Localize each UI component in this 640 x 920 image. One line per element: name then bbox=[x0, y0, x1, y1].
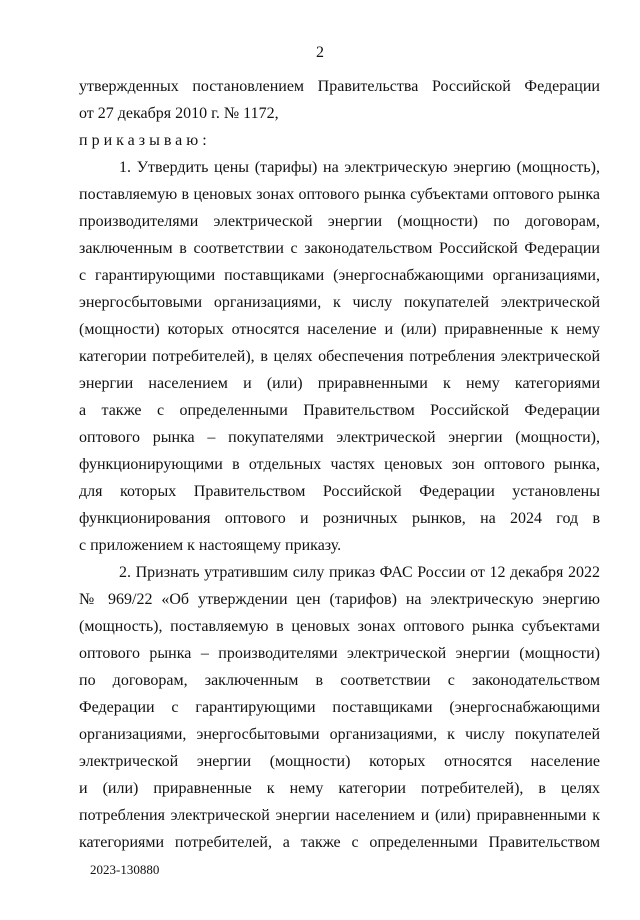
text-line: электрической энергии (мощности) которых относятся население bbox=[79, 753, 600, 770]
text-line: утвержденных постановлением Правительства Российской Федерации bbox=[79, 78, 600, 95]
order-word: приказываю: bbox=[79, 132, 211, 149]
text-line: (мощность), поставляемую в ценовых зонах оптового рынка субъектами bbox=[79, 618, 600, 635]
text-line: для которых Правительством Российской Федерации установлены bbox=[79, 483, 600, 500]
text-line: и (или) приравненные к нему категории потребителей), в целях bbox=[79, 780, 600, 797]
text-line: от 27 декабря 2010 г. № 1172, bbox=[79, 105, 279, 122]
text-line: категориями потребителей, а также с определенными Правительством bbox=[79, 834, 600, 851]
text-line: оптового рынка – производителями электрической энергии (мощности) bbox=[79, 645, 600, 662]
text-line: энергии населением и (или) приравненными к нему категориями bbox=[79, 375, 600, 392]
text-line: функционирующими в отдельных частях ценовых зон оптового рынка, bbox=[79, 456, 600, 473]
text-line: производителями электрической энергии (мощности) по договорам, bbox=[79, 213, 600, 230]
text-line: с гарантирующими поставщиками (энергоснабжающими организациями, bbox=[79, 267, 600, 284]
document-registration-code: 2023-130880 bbox=[90, 862, 160, 877]
text-line: энергосбытовыми организациями, к числу покупателей электрической bbox=[79, 294, 600, 311]
text-line: функционирования оптового и розничных рынков, на 2024 год в bbox=[79, 510, 600, 527]
text-line: по договорам, заключенным в соответствии с законодательством bbox=[79, 672, 600, 689]
paragraph-2-start: 2. Признать утратившим силу приказ ФАС России от 12 декабря 2022 bbox=[119, 564, 600, 581]
text-line: организациями, энергосбытовыми организациями, к числу покупателей bbox=[79, 726, 600, 743]
text-line: № 969/22 «Об утверждении цен (тарифов) на электрическую энергию bbox=[79, 591, 600, 608]
text-line: Федерации с гарантирующими поставщиками (энергоснабжающими bbox=[79, 699, 600, 716]
text-line: а также с определенными Правительством Российской Федерации bbox=[79, 402, 600, 419]
text-line: с приложением к настоящему приказу. bbox=[79, 537, 342, 554]
document-body bbox=[79, 73, 600, 856]
text-line: оптового рынка – покупателями электрической энергии (мощности), bbox=[79, 429, 600, 446]
text-line: поставляемую в ценовых зонах оптового рынка субъектами оптового рынка bbox=[79, 186, 600, 203]
page-number: 2 bbox=[316, 44, 324, 61]
text-line: (мощности) которых относятся население и (или) приравненные к нему bbox=[79, 321, 600, 338]
text-line: заключенным в соответствии с законодательством Российской Федерации bbox=[79, 240, 600, 257]
text-line: категории потребителей), в целях обеспечения потребления электрической bbox=[79, 348, 600, 365]
paragraph-1-start: 1. Утвердить цены (тарифы) на электрическую энергию (мощность), bbox=[119, 159, 600, 176]
text-line: потребления электрической энергии населением и (или) приравненными к bbox=[79, 807, 600, 824]
